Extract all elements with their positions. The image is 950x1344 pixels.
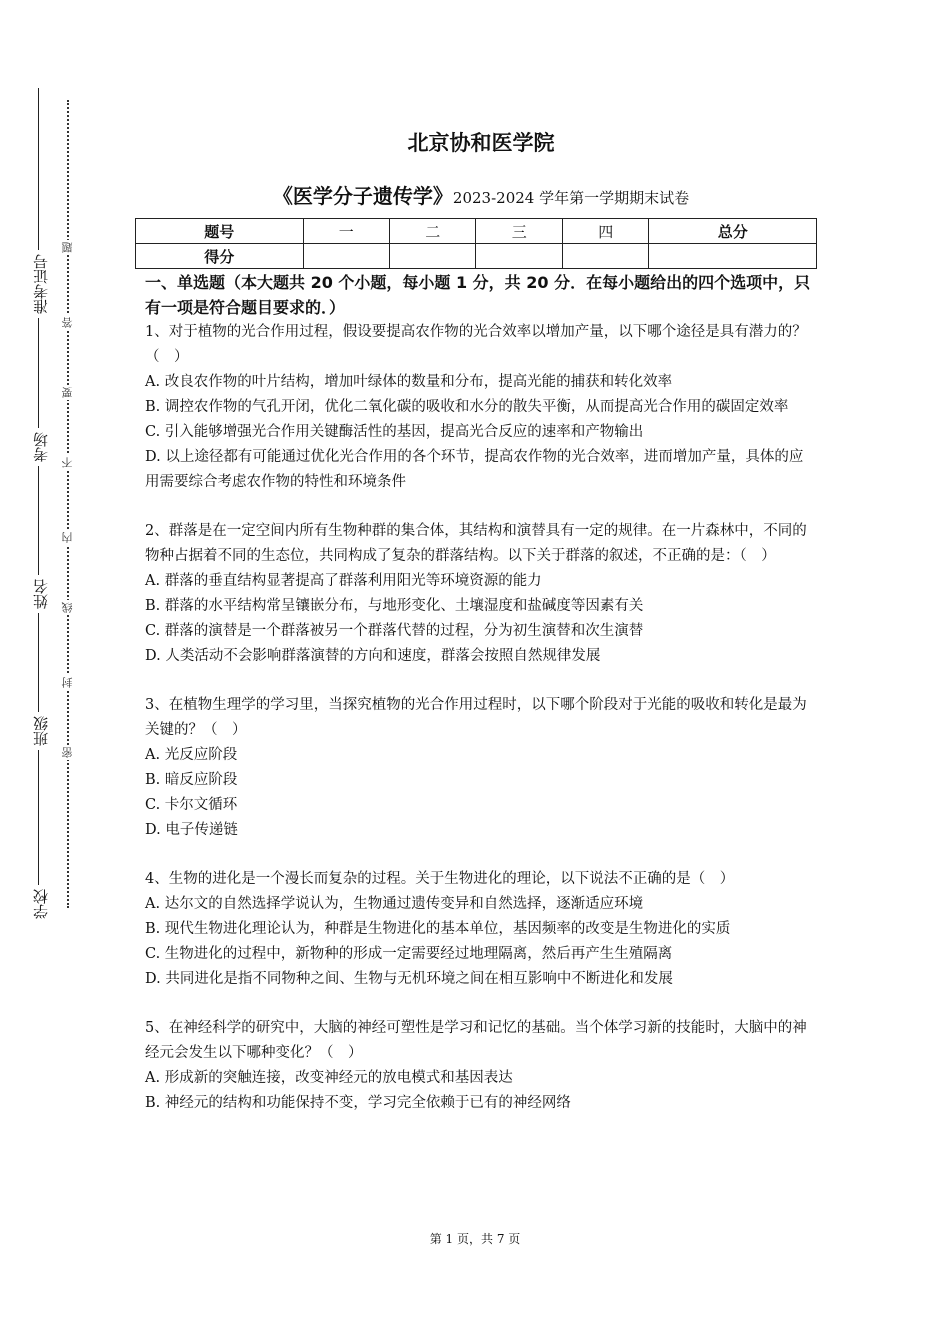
seal-word: 内 (61, 532, 74, 543)
score-table-header-row (136, 219, 817, 244)
option-a: A. 形成新的突触连接，改变神经元的放电模式和基因表达 (145, 1070, 513, 1086)
field-name-label: 姓名 (30, 575, 51, 613)
option-b: B. 现代生物进化理论认为，种群是生物进化的基本单位，基因频率的改变是生物进化的实质 (145, 921, 731, 937)
course-name: 《医学分子遗传学》 (272, 184, 453, 208)
score-cell (476, 244, 562, 269)
section-title: 一、单选题（本大题共 20 个小题，每小题 1 分，共 20 分．在每小题给出的四个选项中，只有一项是符合题目要求的．） (145, 273, 811, 317)
question-2 (145, 519, 817, 669)
seal-word: 不 (61, 457, 74, 468)
seal-word: 要 (61, 387, 74, 398)
seal-word: 封 (61, 677, 74, 688)
exam-title (145, 180, 817, 209)
score-row-label: 得分 (136, 244, 304, 269)
seal-word: 题 (61, 242, 74, 253)
binding-dotted-line (67, 100, 69, 908)
question-stem: 5、在神经科学的研究中，大脑的神经可塑性是学习和记忆的基础。当个体学习新的技能时，大脑中的神经元会发生以下哪种变化？（ ） (145, 1020, 807, 1061)
question-3 (145, 693, 817, 843)
option-b: B. 调控农作物的气孔开闭，优化二氧化碳的吸收和水分的散失平衡，从而提高光合作用的碳固定效率 (145, 399, 789, 415)
seal-word: 线 (61, 602, 74, 613)
field-exam-number-label: 准考证号 (30, 250, 51, 318)
question-stem: 1、对于植物的光合作用过程，假设要提高农作物的光合效率以增加产量，以下哪个途径是具有潜力的？（ ） (145, 324, 807, 365)
score-header-cell: 四 (562, 219, 648, 244)
question-4 (145, 867, 817, 992)
score-header-cell: 总分 (649, 219, 817, 244)
score-cell (389, 244, 475, 269)
question-stem: 2、群落是在一定空间内所有生物种群的集合体，其结构和演替具有一定的规律。在一片森林中，不同的物种占据着不同的生态位，共同构成了复杂的群落结构。以下关于群落的叙述，不正确的是：（ ） (145, 523, 807, 564)
binding-margin (0, 0, 100, 1344)
question-stem: 3、在植物生理学的学习里，当探究植物的光合作用过程时，以下哪个阶段对于光能的吸收和转化是最为关键的？（ ） (145, 697, 807, 738)
option-a: A. 群落的垂直结构显著提高了群落利用阳光等环境资源的能力 (145, 573, 542, 589)
exam-term: 2023-2024 学年第一学期期末试卷 (452, 189, 690, 207)
option-b: B. 群落的水平结构常呈镶嵌分布，与地形变化、土壤湿度和盐碱度等因素有关 (145, 598, 644, 614)
score-header-cell: 三 (476, 219, 562, 244)
score-table-score-row (136, 244, 817, 269)
score-cell (649, 244, 817, 269)
question-stem: 4、生物的进化是一个漫长而复杂的过程。关于生物进化的理论，以下说法不正确的是（ ） (145, 871, 735, 887)
school-name: 北京协和医学院 (407, 131, 555, 155)
score-table (135, 218, 817, 269)
option-c: C. 引入能够增强光合作用关键酶活性的基因，提高光合反应的速率和产物输出 (145, 424, 644, 440)
question-list (145, 320, 817, 1140)
option-b: B. 神经元的结构和功能保持不变，学习完全依赖于已有的神经网络 (145, 1095, 571, 1111)
option-a: A. 改良农作物的叶片结构，增加叶绿体的数量和分布，提高光能的捕获和转化效率 (145, 374, 673, 390)
seal-word: 密 (61, 747, 74, 758)
option-c: C. 生物进化的过程中，新物种的形成一定需要经过地理隔离，然后再产生生殖隔离 (145, 946, 673, 962)
field-exam-room-label: 考场 (30, 428, 51, 466)
option-d: D. 共同进化是指不同物种之间、生物与无机环境之间在相互影响中不断进化和发展 (145, 971, 673, 987)
option-d: D. 以上途径都有可能通过优化光合作用的各个环节，提高农作物的光合效率，进而增加产量，具体的应用需要综合考虑农作物的特性和环境条件 (145, 449, 804, 490)
binding-solid-line (38, 88, 39, 910)
question-1 (145, 320, 817, 495)
score-header-cell: 二 (389, 219, 475, 244)
option-d: D. 电子传递链 (145, 822, 238, 838)
option-d: D. 人类活动不会影响群落演替的方向和速度，群落会按照自然规律发展 (145, 648, 601, 664)
option-c: C. 卡尔文循环 (145, 797, 238, 813)
option-b: B. 暗反应阶段 (145, 772, 238, 788)
option-a: A. 光反应阶段 (145, 747, 238, 763)
question-5 (145, 1016, 817, 1116)
score-cell (303, 244, 389, 269)
seal-word: 答 (61, 317, 74, 328)
score-cell (562, 244, 648, 269)
page-footer: 第 1 页，共 7 页 (429, 1232, 521, 1246)
score-header-cell: 题号 (136, 219, 304, 244)
field-class-label: 班级 (30, 712, 51, 750)
field-school-label: 学校 (30, 885, 51, 923)
score-header-cell: 一 (303, 219, 389, 244)
option-c: C. 群落的演替是一个群落被另一个群落代替的过程，分为初生演替和次生演替 (145, 623, 644, 639)
option-a: A. 达尔文的自然选择学说认为，生物通过遗传变异和自然选择，逐渐适应环境 (145, 896, 644, 912)
